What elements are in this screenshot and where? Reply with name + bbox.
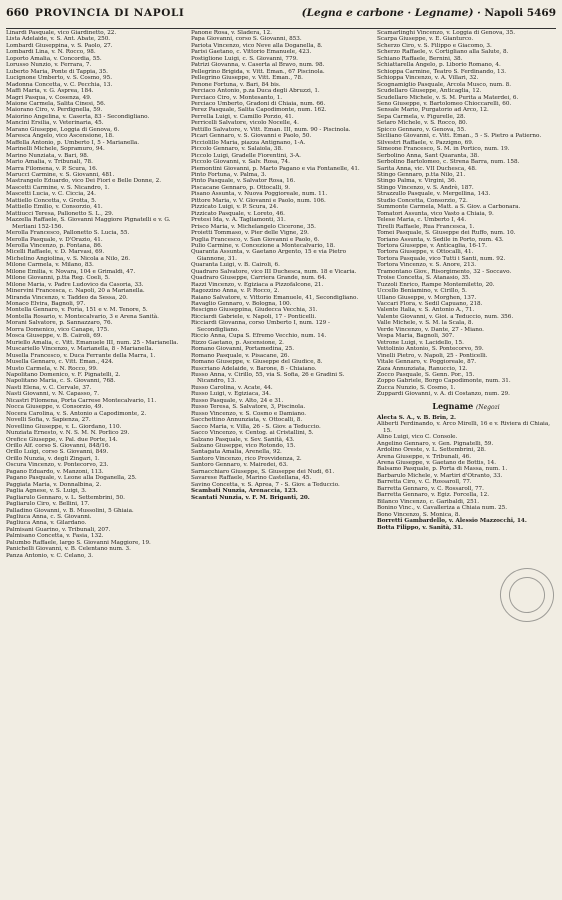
directory-entry: Tirelli Raffaele, Rua Francesca, 1. <box>377 223 475 230</box>
directory-entry: Marinelli Michele, Sopramuro, 94. <box>6 146 105 153</box>
directory-entry: Sacco Maria, v. Villa, 26 - S. Giov. a Teduccio. <box>191 423 321 430</box>
directory-entry: Palmisani Guarino, v. Tribunali, 207. <box>6 526 111 533</box>
directory-entry: Orillo Nunzia, v. degli Zingari, 1. <box>6 455 100 462</box>
directory-entry: Scarpa Giuseppe, v. E. Gianturco. <box>377 36 474 43</box>
directory-entry: Orefice Giuseppe, v. Pal. due Porte, 14. <box>6 436 118 443</box>
directory-entry: Vaccari Flora, v. Sedil Capuano, 218. <box>377 301 483 308</box>
directory-entry: Pretesi Ida, v. A. Tagliamonti, 31. <box>191 217 286 224</box>
directory-entry: Bonino Vinc., v. Cavalleriza a Chiaia num. 25. <box>377 505 508 512</box>
page-header <box>6 6 556 29</box>
directory-entry: Patrizi Giovanna, v. Caserta al Bravo, num. 98. <box>191 62 325 69</box>
directory-entry: Vetrone Luigi, v. Lacidello, 15. <box>377 339 464 346</box>
directory-entry: Marano Giuseppe, Loggia di Genova, 6. <box>6 126 120 133</box>
directory-entry: Proietti Tommaso, v. Pier delle Vigne, 29. <box>191 230 309 237</box>
header-right: (Legna e carbone · Legname) · Napoli 5469 <box>301 7 556 19</box>
directory-entry: Sacco Vincenzo, v. Centog. ai Cristallini, 5. <box>191 430 314 437</box>
directory-entry: Merolla Pasquale, v. D'Orazio, 41. <box>6 236 103 243</box>
directory-entry: Pizzicato Luigi, v. P. Scura, 24. <box>191 204 279 211</box>
directory-entry: Strazzullo Pasquale, v. Mergellina, 143. <box>377 191 491 198</box>
library-stamp <box>495 563 559 627</box>
directory-entry: Muscariello Vincenzo, v. Marianella, 8 - Marianella. <box>6 346 154 353</box>
directory-entry: Scambati Nunzia, Arenaccia, 123. <box>191 488 298 495</box>
page-number: 660 <box>6 6 29 19</box>
directory-entry: Nunziata Ernesto, v. N. S. M. N. Porlico 29. <box>6 430 130 437</box>
directory-entry: Pittore Maria, v. V. Giovanni e Paolo, num. 106. <box>191 197 326 204</box>
directory-entry: Barretta Gennaro, v. C. Rossaroll, 77. <box>377 485 484 492</box>
directory-entry: Mascetti Lucia, v. C. Ciccia, 24. <box>6 191 96 198</box>
directory-entry: Lombardi Lina, v. N. Rocco, 98. <box>6 49 96 56</box>
directory-entry: Setaro Michele, v. S. Rocco, 80. <box>377 120 468 127</box>
directory-entry: Picciolillo Maria, piazza Antignano, 1-A. <box>191 139 306 146</box>
directory-entry: Verde Vincenzo, v. Dante, 27 - Miano. <box>377 326 484 333</box>
directory-entry: Mattiello Concetta, v. Grotta, 5. <box>6 197 97 204</box>
directory-entry: Orillo Luigi, corso S. Giovanni, 849. <box>6 449 109 456</box>
directory-entry: Palladino Giovanni, v. B. Mussolini, 5 Ghiaia. <box>6 507 134 514</box>
directory-entry: Pagliuca Anna, v. Gilardano. <box>6 520 87 527</box>
directory-entry: Borretti Gambardello, v. Alessio Mazzocchi, 14. <box>377 518 527 525</box>
directory-entry: Nocca Giuseppe, v. Consorzio, 49. <box>6 404 104 411</box>
directory-entry: Santoro Gennaro, v. Mairedei, 63. <box>191 462 288 469</box>
directory-entry: Maffi Maria, v. G. Asprea, 184. <box>6 88 94 95</box>
directory-entry: Puglia Francesco, v. San Giovanni e Paolo, 6. <box>191 236 320 243</box>
directory-entry: Russo Vincenzo, v. S. Cosmo e Damiano. <box>191 410 307 417</box>
directory-entry: Stingo Palma, v. Virgini, 36. <box>377 178 457 185</box>
directory-entry: Vinelli Pietro, v. Napoli, 25 - Ponticelli. <box>377 352 488 359</box>
directory-entry: Zucca Nunzio, S. Cosmo, 1. <box>377 384 456 391</box>
directory-entry: Pinto Fortuna, v. Palma, 3. <box>191 171 267 178</box>
directory-entry: Stingo Vincenzo, v. S. Andrè, 187. <box>377 184 474 191</box>
directory-entry: Tortora Giuseppe, v. Anticaglia, 16-17. <box>377 242 487 249</box>
city-reference: Napoli 5469 <box>484 7 556 19</box>
directory-entry: Arena Giuseppe, v. Gaetano de Bottis, 14. <box>377 460 497 466</box>
directory-entry: Madonna Concetta, v. C. Pecchia, 13. <box>6 81 113 88</box>
directory-entry: Sarnacchiaro Giuseppe, S. Giuseppe dei Nudi, 61. <box>191 468 335 475</box>
directory-entry: Barretta Gennaro, v. Egiz. Forcella, 12. <box>377 492 489 499</box>
province-title: PROVINCIA DI NAPOLI <box>34 7 185 19</box>
directory-entry: Pariota Vincenzo, vico Neve alla Doganella, 8. <box>191 42 323 49</box>
directory-entry: Botta Filippo, v. Sanità, 31. <box>377 524 463 531</box>
directory-entry: Toriano Assunta, v. Sedile in Porto, num. 43. <box>377 236 504 243</box>
directory-entry: Morani Salvatore, p. Sannazzaro, 76. <box>6 320 113 327</box>
directory-entry: Lista Adelaide, v. S. Ant. Abate, 250. <box>6 36 111 43</box>
directory-entry: Mazzella Raffaele, S. Giovanni Maggiore Pignatelli e v. G. Merliani 152-156. <box>6 217 171 230</box>
directory-entry: Parisi Gaetano, c. Vittorio Emanuele, 423. <box>191 49 312 56</box>
directory-entry: Riccio Anna, Cupa S. Efremo Vecchio, num. 14. <box>191 333 327 340</box>
directory-entry: Napolitano Domenico, v. F. Pignatelli, 2. <box>6 372 121 379</box>
directory-entry: Barretta Ciro, v. C. Rossaroll, 77. <box>377 479 472 486</box>
directory-entry: Maresca Angelo, vico Ascensione, 18. <box>6 133 114 140</box>
directory-entry: Razzi Vincenzo, v. Egiziaca a Pizzofalcone, 21. <box>191 281 324 288</box>
directory-entry: Luberto Maria, Ponte di Tappia, 35. <box>6 68 108 75</box>
directory-entry: Ullano Giuseppe, v. Morghen, 137. <box>377 294 477 301</box>
directory-entry: Postiglione Luigi, c. S. Giovanni, 779. <box>191 55 298 62</box>
directory-entry: Romano Giovanni, Portamedina, 25. <box>191 346 295 353</box>
directory-entry: Santoro Vincenzo, rico Provvidenza, 2. <box>191 455 302 462</box>
directory-entry: Quaranta Luigi, v. B. Cairoli, 6. <box>191 262 280 269</box>
directory-entry: Sensale Mario, Purgatorio ad Arco, 12. <box>377 107 489 114</box>
column-1 <box>6 30 184 559</box>
directory-entry: Siciliano Giovanni, c. Vitt. Eman., 5 - S. Pietro a Patierno. <box>377 133 542 140</box>
directory-entry: Paggiata Maria, v. Donnalbina, 2. <box>6 481 102 488</box>
directory-entry: Nicastri Filomena, Porta Carrese Montecalvario, 11. <box>6 397 157 404</box>
directory-entry: Studio Concetta, Consorzio, 72. <box>377 197 468 204</box>
directory-entry: Valle Michele, v. S. M. la Scala, 8. <box>377 320 474 327</box>
column-3-legname-list <box>377 415 555 531</box>
section-heading-note: (Negozi <box>475 403 500 411</box>
directory-entry: Tramontano Giov., Risorgimento, 32 - Soccavo. <box>377 268 512 275</box>
directory-entry: Vitale Gennaro, v. Poggioreale, 87. <box>377 359 477 366</box>
directory-entry: Zaza Annunziata, Ranuccio, 12. <box>377 365 468 372</box>
directory-entry: Zocco Pasquale, S. Genn. Por., 15. <box>377 372 475 379</box>
column-3 <box>377 30 555 531</box>
directory-entry: Serbolino Anna, Sant Quaranta, 38. <box>377 152 480 159</box>
directory-entry: Panza Antonio, v. C. Celano, 3. <box>6 552 94 559</box>
directory-entry: Scudellaro Michele, v. S. M. Purita a Materdei, 6. <box>377 94 519 101</box>
directory-entry: Tomatori Assunta, vico Vasto a Chiaia, 9. <box>377 210 494 217</box>
directory-entry: Perciaco Ciro, v. Montesanto, 1. <box>191 94 283 101</box>
directory-entry: Mattiucci Teresa, Pallonetto S. L., 29. <box>6 210 114 217</box>
directory-entry: Perciaco Antonio, p.za Duca degli Abruzzi, 1. <box>191 88 320 95</box>
directory-entry: Milone Giovanni, p.tta Reg. Coeli, 5. <box>6 275 110 282</box>
directory-entry: Sarita Anna, vic. VII Duchesca, 48. <box>377 165 477 172</box>
directory-entry: Mastrangelo Eduardo, vico Dei Fiori e Belle Donne, 2. <box>6 178 161 185</box>
directory-entry: Michelino Angiolina, v. S. Nicola a Nilo, 26. <box>6 255 131 262</box>
directory-entry: Zuppardi Giovanni, v. A. di Costanzo, num. 29. <box>377 391 510 398</box>
directory-entry: Russo Anna, v. Cirillo, 55, via S. Sofia, 26 e Gradini S. Nicandro, 13. <box>191 372 345 385</box>
directory-entry: Pisano Assunta, v. Nuova Poggioreale, num. 11. <box>191 191 328 198</box>
directory-entry: Maione Carmela, Salita Cinesi, 56. <box>6 100 106 107</box>
directory-entry: Micelli Raffaele, v. D. Marvasi, 69. <box>6 249 105 256</box>
directory-entry: Maiorano Ciro, v. Perdignella, 59. <box>6 107 103 114</box>
directory-entry: Sepa Carmela, v. Figurelle, 28. <box>377 113 466 120</box>
directory-entry: Quaranta Assunta, v. Gaetano Argento, 15 e via Pietro Giannone, 31. <box>191 249 346 262</box>
directory-entry: Marino Nunziata, v. Bari, 98. <box>6 152 89 159</box>
directory-entry: Musella Francesco, v. Duca Ferrante della Marra, 1. <box>6 352 156 359</box>
directory-entry: Paglia Agnese, v. S. Luigi, 3. <box>6 488 87 495</box>
directory-entry: Linardi Pasquale, vico Giardinetto, 22. <box>6 30 117 36</box>
directory-entry: Marra Filomena, v. P. Scura, 16. <box>6 165 98 172</box>
directory-entry: Aliberti Ferdinando, v. Arco Mirelli, 16 e v. Riviera di Chiaia, 15. <box>377 421 551 434</box>
directory-entry: Summonte Carmela, Matt. a S. Giov. a Carbonara. <box>377 204 521 211</box>
directory-entry: Vettolinio Antonio, S. Pontecorvo, 59. <box>377 346 484 353</box>
directory-entry: Napolitano Maria, c. S. Giovanni, 768. <box>6 378 116 385</box>
directory-entry: Merolla Francesco, Pallonetto S. Lucia, 55. <box>6 230 130 237</box>
directory-entry: Schiano Raffaele, Bernini, 38. <box>377 55 463 62</box>
directory-entry: Ricciardi Gabriele, v. Napoli, 17 - Ponticelli. <box>191 313 317 320</box>
directory-entry: Bilanco Vincenzo, c. Garibaldi, 251. <box>377 498 480 505</box>
directory-entry: Quadraro Salvatore, vico III Duchesca, num. 18 e Vicaria. <box>191 268 357 275</box>
directory-entry: Panone Rosa, v. Sladera, 12. <box>191 30 272 36</box>
directory-entry: Russo Pasquale, v. Alto, 24 e 31. <box>191 397 284 404</box>
directory-entry: Scognamiglio Pasquale, Arcola Musco, num. 8. <box>377 81 512 88</box>
directory-entry: Rescigno Giuseppina, Giudecca Vecchia, 31. <box>191 307 318 314</box>
directory-entry: Seno Giuseppe, v. Bartolomeo Chioccarelli, 60. <box>377 100 512 107</box>
directory-entry: Simeone Francesco, S. M. in Portico, num. 19. <box>377 146 510 153</box>
directory-entry: Pagano Eduardo, v. Manzoni, 113. <box>6 468 104 475</box>
directory-entry: Perrella Luigi, v. Camillo Porzio, 41. <box>191 113 294 120</box>
directory-entry: Lucignone Umberto, v. S. Cosmo, 95. <box>6 75 113 82</box>
directory-entry: Perez Pasquale, Salita Capodimonte, num. 162. <box>191 107 327 114</box>
directory-entry: Maiorino Angelina, v. Caserta, 83 - Secondigliano. <box>6 113 150 120</box>
directory-entry: Arena Giuseppe, v. Tribunali, 46. <box>377 453 471 460</box>
directory-entry: Pizzicato Pasquale, v. Loreto, 46. <box>191 210 285 217</box>
directory-entry: Piccolo Gennaro, v. Salaiola, 38. <box>191 146 283 153</box>
directory-entry: Tomei Pasquale, S. Giuseppe dei Ruffo, num. 10. <box>377 230 516 237</box>
directory-entry: Mascetti Carmine, v. S. Nicandro, 1. <box>6 184 110 191</box>
directory-entry: Salzano Giuseppe, vico Rotondo, 15. <box>191 443 296 449</box>
directory-entry: Russo Teresa, S. Salvatore, 3, Piscinola. <box>191 404 306 411</box>
directory-entry: Scamarlinghi Vincenzo, v. Loggia di Genova, 35. <box>377 30 515 36</box>
directory-entry: Stingo Gennaro, p.tta Nilo, 21. <box>377 171 466 178</box>
directory-entry: Muriello Amalia, c. Vitt. Emanuele III, num. 25 - Marianella. <box>6 339 179 346</box>
directory-entry: Angelino Gennaro, v. Gen. Pignatelli, 59. <box>377 440 494 447</box>
directory-entry: Bono Vincenzo, S. Monica, 8. <box>377 511 461 518</box>
directory-entry: Panichelli Giovanni, v. B. Celentano num. 3. <box>6 546 131 553</box>
directory-entry: Papa Giovanni, corso S. Giovanni, 853. <box>191 36 302 43</box>
directory-entry: Milone Maria, v. Padre Ludovico da Casoria, 33. <box>6 281 144 288</box>
directory-entry: Uccello Beniamino, v. Cirillo, 5. <box>377 288 467 295</box>
directory-entry: Piemontini Giovanni, p. Marto Pagano e via Fontanelle, 41. <box>191 165 360 172</box>
column-2 <box>191 30 369 501</box>
directory-entry: Monaco Elvira, Bagnoli, 97. <box>6 301 86 308</box>
directory-entry: Pagliarulo Ciro, v. Bellini, 17. <box>6 501 90 508</box>
column-3-list <box>377 30 555 398</box>
directory-entry: Pettillo Salvatore, v. Vitt. Eman. III, num. 90 - Piscinola. <box>191 126 351 133</box>
directory-entry: Milone Carmela, v. Milano, 83. <box>6 262 94 269</box>
directory-entry: Mattiello Emilio, v. Consorzio, 41. <box>6 204 103 211</box>
directory-entry: Picari Gennaro, v. S. Giovanni e Paolo, 50. <box>191 133 312 140</box>
directory-entry: Barbarulo Michele, v. Martiri d'Otranto, 33. <box>377 472 503 479</box>
directory-entry: Scudellaro Giuseppe, Anticaglia, 12. <box>377 88 482 95</box>
directory-entry: Savarese Raffaele, Marino Castellana, 45. <box>191 475 312 482</box>
directory-entry: Piccolo Luigi, Gradelle Fiorentini, 3-A. <box>191 152 301 159</box>
directory-entry: Vespa Maria, Bagnoli, 307. <box>377 333 455 340</box>
directory-entry: Nocera Carolina, v. S. Antonio a Capodimonte, 2. <box>6 410 147 417</box>
directory-entry: Romano Giuseppe, v. Giuseppe del Giudice, 8. <box>191 359 323 366</box>
directory-entry: Pulio Carmine, v. Concezione a Montecalvario, 18. <box>191 242 336 249</box>
directory-entry: Rizzo Gaetano, p. Ascensione, 2. <box>191 339 284 346</box>
directory-entry: Minervini Francesca, c. Napoli, 20 a Marianella. <box>6 288 145 295</box>
directory-entry: Piccolo Giovanni, v. Salv. Rosa, 74. <box>191 159 290 166</box>
directory-entry: Ravaglio Gennaro, v. Bologna, 100. <box>191 301 292 308</box>
directory-entry: Ragozzino Anna, v. P. Rocco, 2. <box>191 288 280 295</box>
directory-entry: Balsamo Pasquale, p. Porta di Massa, num. 1. <box>377 466 508 473</box>
directory-entry: Ricciardi Giovanna, corso Umberto I, num. 129 - Secondigliano. <box>191 320 330 333</box>
directory-entry: Valente Italia, v. S. Antonio A., 71. <box>377 307 475 314</box>
directory-entry: Mancini Ersilia, v. Veterinaria, 45. <box>6 120 104 127</box>
section-heading-title: Legname <box>432 400 474 411</box>
directory-entry: Schioppa Vincenzo, v. A. Villari, 32. <box>377 75 479 82</box>
directory-entry: Pagano Pasquale, v. Leone alla Doganella, 25. <box>6 475 137 482</box>
directory-entry: Silvestri Raffaele, v. Pazzigno, 69. <box>377 139 474 146</box>
directory-entry: Russo Carolina, v. Acate, 44. <box>191 384 273 391</box>
directory-entry: Loporto Amalia, v. Concordia, 55. <box>6 55 102 62</box>
directory-entry: Troise Concetta, S. Atanasio, 35. <box>377 275 471 282</box>
directory-entry: Sacchettino Annunziata, v. Ottocalli, 8. <box>191 417 303 424</box>
directory-entry: Valente Giovanni, v. Gioi. a Teduccio, num. 356. <box>377 313 514 320</box>
directory-entry: Palumbo Raffaele, largo S. Giovanni Maggiore, 19. <box>6 539 151 546</box>
directory-entry: Scherzo Raffaele, v. Cortigliano alla Salute, 8. <box>377 49 509 56</box>
directory-entry: Santagata Amalia, Arenella, 92. <box>191 449 282 456</box>
directory-entry: Russo Luigi, v. Egiziaca, 34. <box>191 391 271 398</box>
directory-entry: Piscacane Gennaro, p. Ottocalli, 9. <box>191 184 291 191</box>
directory-entry: Salzano Pasquale, v. Sev. Sanità, 43. <box>191 436 295 443</box>
directory-entry: Maffella Antonio, p. Umberto I, 5 - Marianella. <box>6 139 140 146</box>
directory-entry: Telese Maria, c. Umberto I, 44. <box>377 217 467 224</box>
directory-entry: Raiano Salvatore, v. Vittorio Emanuele, 41, Secondigliano. <box>191 294 359 301</box>
directory-entry: Pinto Pasquale, v. Salvator Rosa, 16. <box>191 178 296 185</box>
directory-entry: Alino Luigi, vico C. Console. <box>377 434 458 441</box>
directory-entry: Lombardi Giuseppina, v. S. Paolo, 27. <box>6 42 113 49</box>
directory-entry: Nasti Giovanni, v. N. Capasso, 7. <box>6 391 100 398</box>
directory-entry: Milone Emilia, v. Novara, 104 e Grimaldi, 47. <box>6 268 136 275</box>
directory-entry: Musella Gennaro, c. Vitt. Eman., 424. <box>6 359 114 366</box>
directory-entry: Mosca Giuseppe, v. B. Cairoli, 69. <box>6 333 103 340</box>
directory-entry: Pellegrino Giuseppe, v. Vitt. Eman., 78. <box>191 75 303 82</box>
directory-entry: Scherzo Ciro, v. S. Filippo e Giacomo, 3. <box>377 42 492 49</box>
directory-entry: Scantati Nunzia, v. F. M. Briganti, 20. <box>191 494 310 501</box>
directory-entry: Montella Gennaro, v. Forìa, 151 e v. M. Tenore, 5. <box>6 307 148 314</box>
directory-entry: Tortora Vincenzo, v. S. Anore, 213. <box>377 262 477 269</box>
directory-entry: Pagliarulo Gennaro, v. L. Settembrini, 50. <box>6 494 125 501</box>
directory-entry: Tuzzoli Enrico, Rampe Montemiletto, 20. <box>377 281 495 288</box>
directory-entry: Tortora Giuseppe, v. Ottocalli, 41. <box>377 249 474 256</box>
directory-entry: Ruscriano Adelaide, v. Barone, 8 - Chiaiano. <box>191 365 317 372</box>
directory-entry: Magri Pasqua, v. Cosenza, 49. <box>6 94 92 101</box>
directory-entry: Serbolino Bartolomeo, c. Strena Barra, num. 158. <box>377 159 520 166</box>
directory-entry: Lorusso Nunzio, v. Ferrara, 7. <box>6 62 92 69</box>
directory-entry: Montella Rosario, v. Montecalvario, 3 e Arena Sanità. <box>6 313 159 320</box>
directory-entry: Novellino Giuseppe, v. L. Giordano, 110. <box>6 423 122 430</box>
directory-entry: Zoppo Gabriele, Borgo Capodimonte, num. 31. <box>377 378 511 385</box>
directory-entry: Spicco Gennaro, v. Genova, 55. <box>377 126 467 133</box>
directory-entry: Palmisano Concetta, v. Fasia, 132. <box>6 533 104 540</box>
directory-entry: Miranda Vincenzo, v. Taddeo da Sessa, 20. <box>6 294 128 301</box>
directory-entry: Ardolino Oreste, v. L. Settembrini, 28. <box>377 447 486 454</box>
directory-entry: Alecta S. A., v. B. Brin, 2. <box>377 414 456 421</box>
directory-entry: Romano Pasquale, v. Pisacane, 26. <box>191 352 290 359</box>
directory-entry: Novelli Sofia, v. Sapienza, 27. <box>6 417 91 424</box>
directory-entry: Prisco Maria, v. Michelangelo Cicerone, 35. <box>191 223 316 230</box>
directory-entry: Tortora Pasquale, vico Tutti i Santi, num. 92. <box>377 255 506 262</box>
section-heading-legname <box>377 401 555 413</box>
directory-entry: Pellegrino Brigida, v. Vitt. Eman., 67 Piscinola. <box>191 68 325 75</box>
directory-entry: Mario Amalia, v. Tribunali, 78. <box>6 159 93 166</box>
directory-entry: Nasti Elena, v. C. Cervale, 37. <box>6 384 92 391</box>
directory-entry: Morra Domenico, vico Canape, 175. <box>6 326 110 333</box>
directory-entry: Perricelli Salvatore, vicolo Nocelle, 4. <box>191 120 299 127</box>
directory-entry: Schiattarella Angelo, p. Liborio Romano, 4. <box>377 62 501 69</box>
section-title: (Legna e carbone · Legname) <box>301 7 474 19</box>
directory-entry: Quadraro Giuseppe, Carriera Grande, num. 64. <box>191 275 327 282</box>
directory-entry: Orillo Alf. corso S. Giovanni, 848/16. <box>6 443 111 449</box>
directory-entry: Merolla Vincenzo, p. Fontana, 86. <box>6 242 103 249</box>
directory-entry: Schioppa Carmine, Teatro S. Ferdinando, 13. <box>377 68 506 75</box>
directory-entry: Pagliuca Anna, c. S. Giovanni. <box>6 513 92 520</box>
directory-entry: Perciaco Umberto, Gradoni di Chiaia, num. 66. <box>191 100 326 107</box>
directory-entry: Musto Carmela, v. N. Rocco, 99. <box>6 365 98 372</box>
directory-entry: Penone Fortuna, v. Bari, 84 bis. <box>191 81 281 88</box>
directory-entry: Savino Concetta, v. S. Aprea, 7 - S. Giov. a Teduccio. <box>191 481 340 488</box>
directory-entry: Oscura Vincenzo, v. Pontecorvo, 23. <box>6 462 109 469</box>
directory-entry: Marucci Carmine, v. S. Giovanni, 481. <box>6 171 115 178</box>
